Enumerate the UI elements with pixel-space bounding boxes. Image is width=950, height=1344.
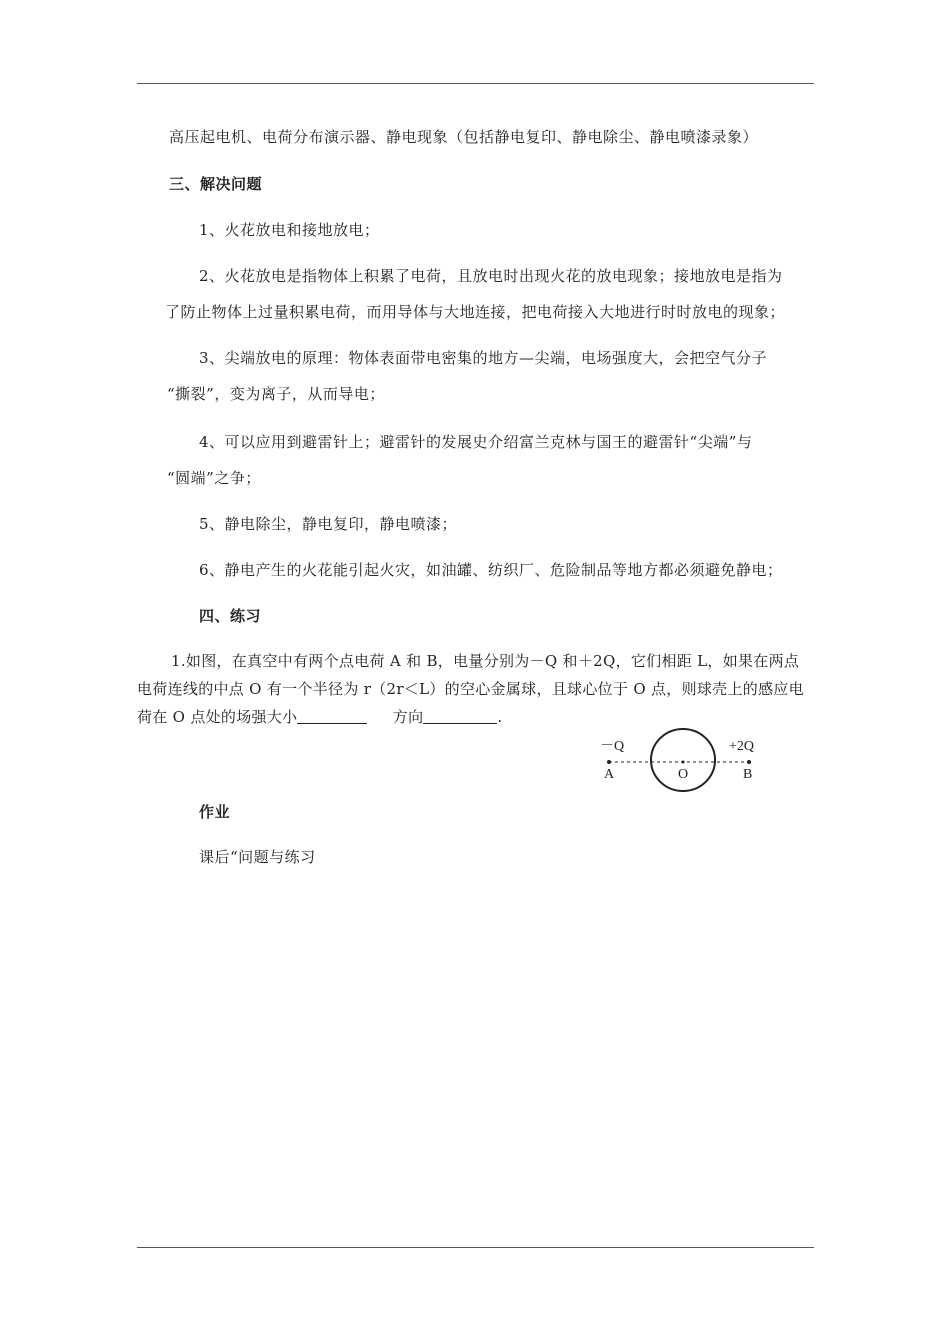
direction-blank[interactable]: [423, 708, 497, 724]
equipment-line: 高压起电机、电荷分布演示器、静电现象（包括静电复印、静电除尘、静电喷漆录象）: [169, 128, 759, 146]
center-o-dot: [682, 761, 685, 764]
answer-item-6: 6、静电产生的火花能引起火灾，如油罐、纺织厂、危险制品等地方都必须避免静电；: [199, 561, 783, 579]
answer-item-2: 2、火花放电是指物体上积累了电荷，且放电时出现火花的放电现象；接地放电是指为: [199, 267, 783, 285]
footer-rule: [137, 1247, 814, 1248]
homework-text: 课后“问题与练习: [199, 848, 316, 866]
answer-item-2-cont: 了防止物体上过量积累电荷，而用导体与大地连接，把电荷接入大地进行时时放电的现象；: [165, 303, 786, 321]
exercise-line-1: 1.如图，在真空中有两个点电荷 A 和 B，电量分别为－Q 和＋2Q，它们相距 L，如果在两点: [171, 652, 800, 670]
point-o-label: O: [678, 767, 689, 782]
magnitude-blank[interactable]: [297, 708, 367, 724]
direction-label: 方向: [392, 708, 424, 726]
exercise-question: [137, 647, 817, 731]
point-a-label: A: [604, 767, 615, 782]
left-charge-label: －Q: [600, 739, 625, 754]
section3-title: 三、解决问题: [169, 175, 263, 193]
exercise-line-3-text: 荷在 O 点处的场强大小: [137, 708, 298, 726]
figure-diagram: [597, 726, 767, 792]
answer-item-4-cont: “圆端”之争；: [167, 469, 261, 487]
answer-item-5: 5、静电除尘，静电复印，静电喷漆；: [199, 515, 458, 533]
section4-title: 四、练习: [199, 607, 262, 625]
answer-item-3-cont: “撕裂”，变为离子，从而导电；: [167, 385, 385, 403]
header-rule: [137, 83, 814, 84]
point-b-dot: [747, 760, 751, 764]
point-a-dot: [607, 760, 611, 764]
period: .: [497, 708, 503, 726]
homework-title: 作业: [199, 803, 231, 821]
answer-item-3: 3、尖端放电的原理：物体表面带电密集的地方—尖端，电场强度大，会把空气分子: [199, 349, 768, 367]
exercise-line-2: 电荷连线的中点 O 有一个半径为 r（2r＜L）的空心金属球，且球心位于 O 点，则球壳上的感应电: [137, 680, 804, 698]
right-charge-label: +2Q: [729, 739, 755, 754]
point-b-label: B: [743, 767, 753, 782]
answer-item-4: 4、可以应用到避雷针上；避雷针的发展史介绍富兰克林与国王的避雷针“尖端”与: [199, 433, 753, 451]
answer-item-1: 1、火花放电和接地放电；: [199, 221, 380, 239]
charge-sphere-figure: [597, 726, 767, 792]
